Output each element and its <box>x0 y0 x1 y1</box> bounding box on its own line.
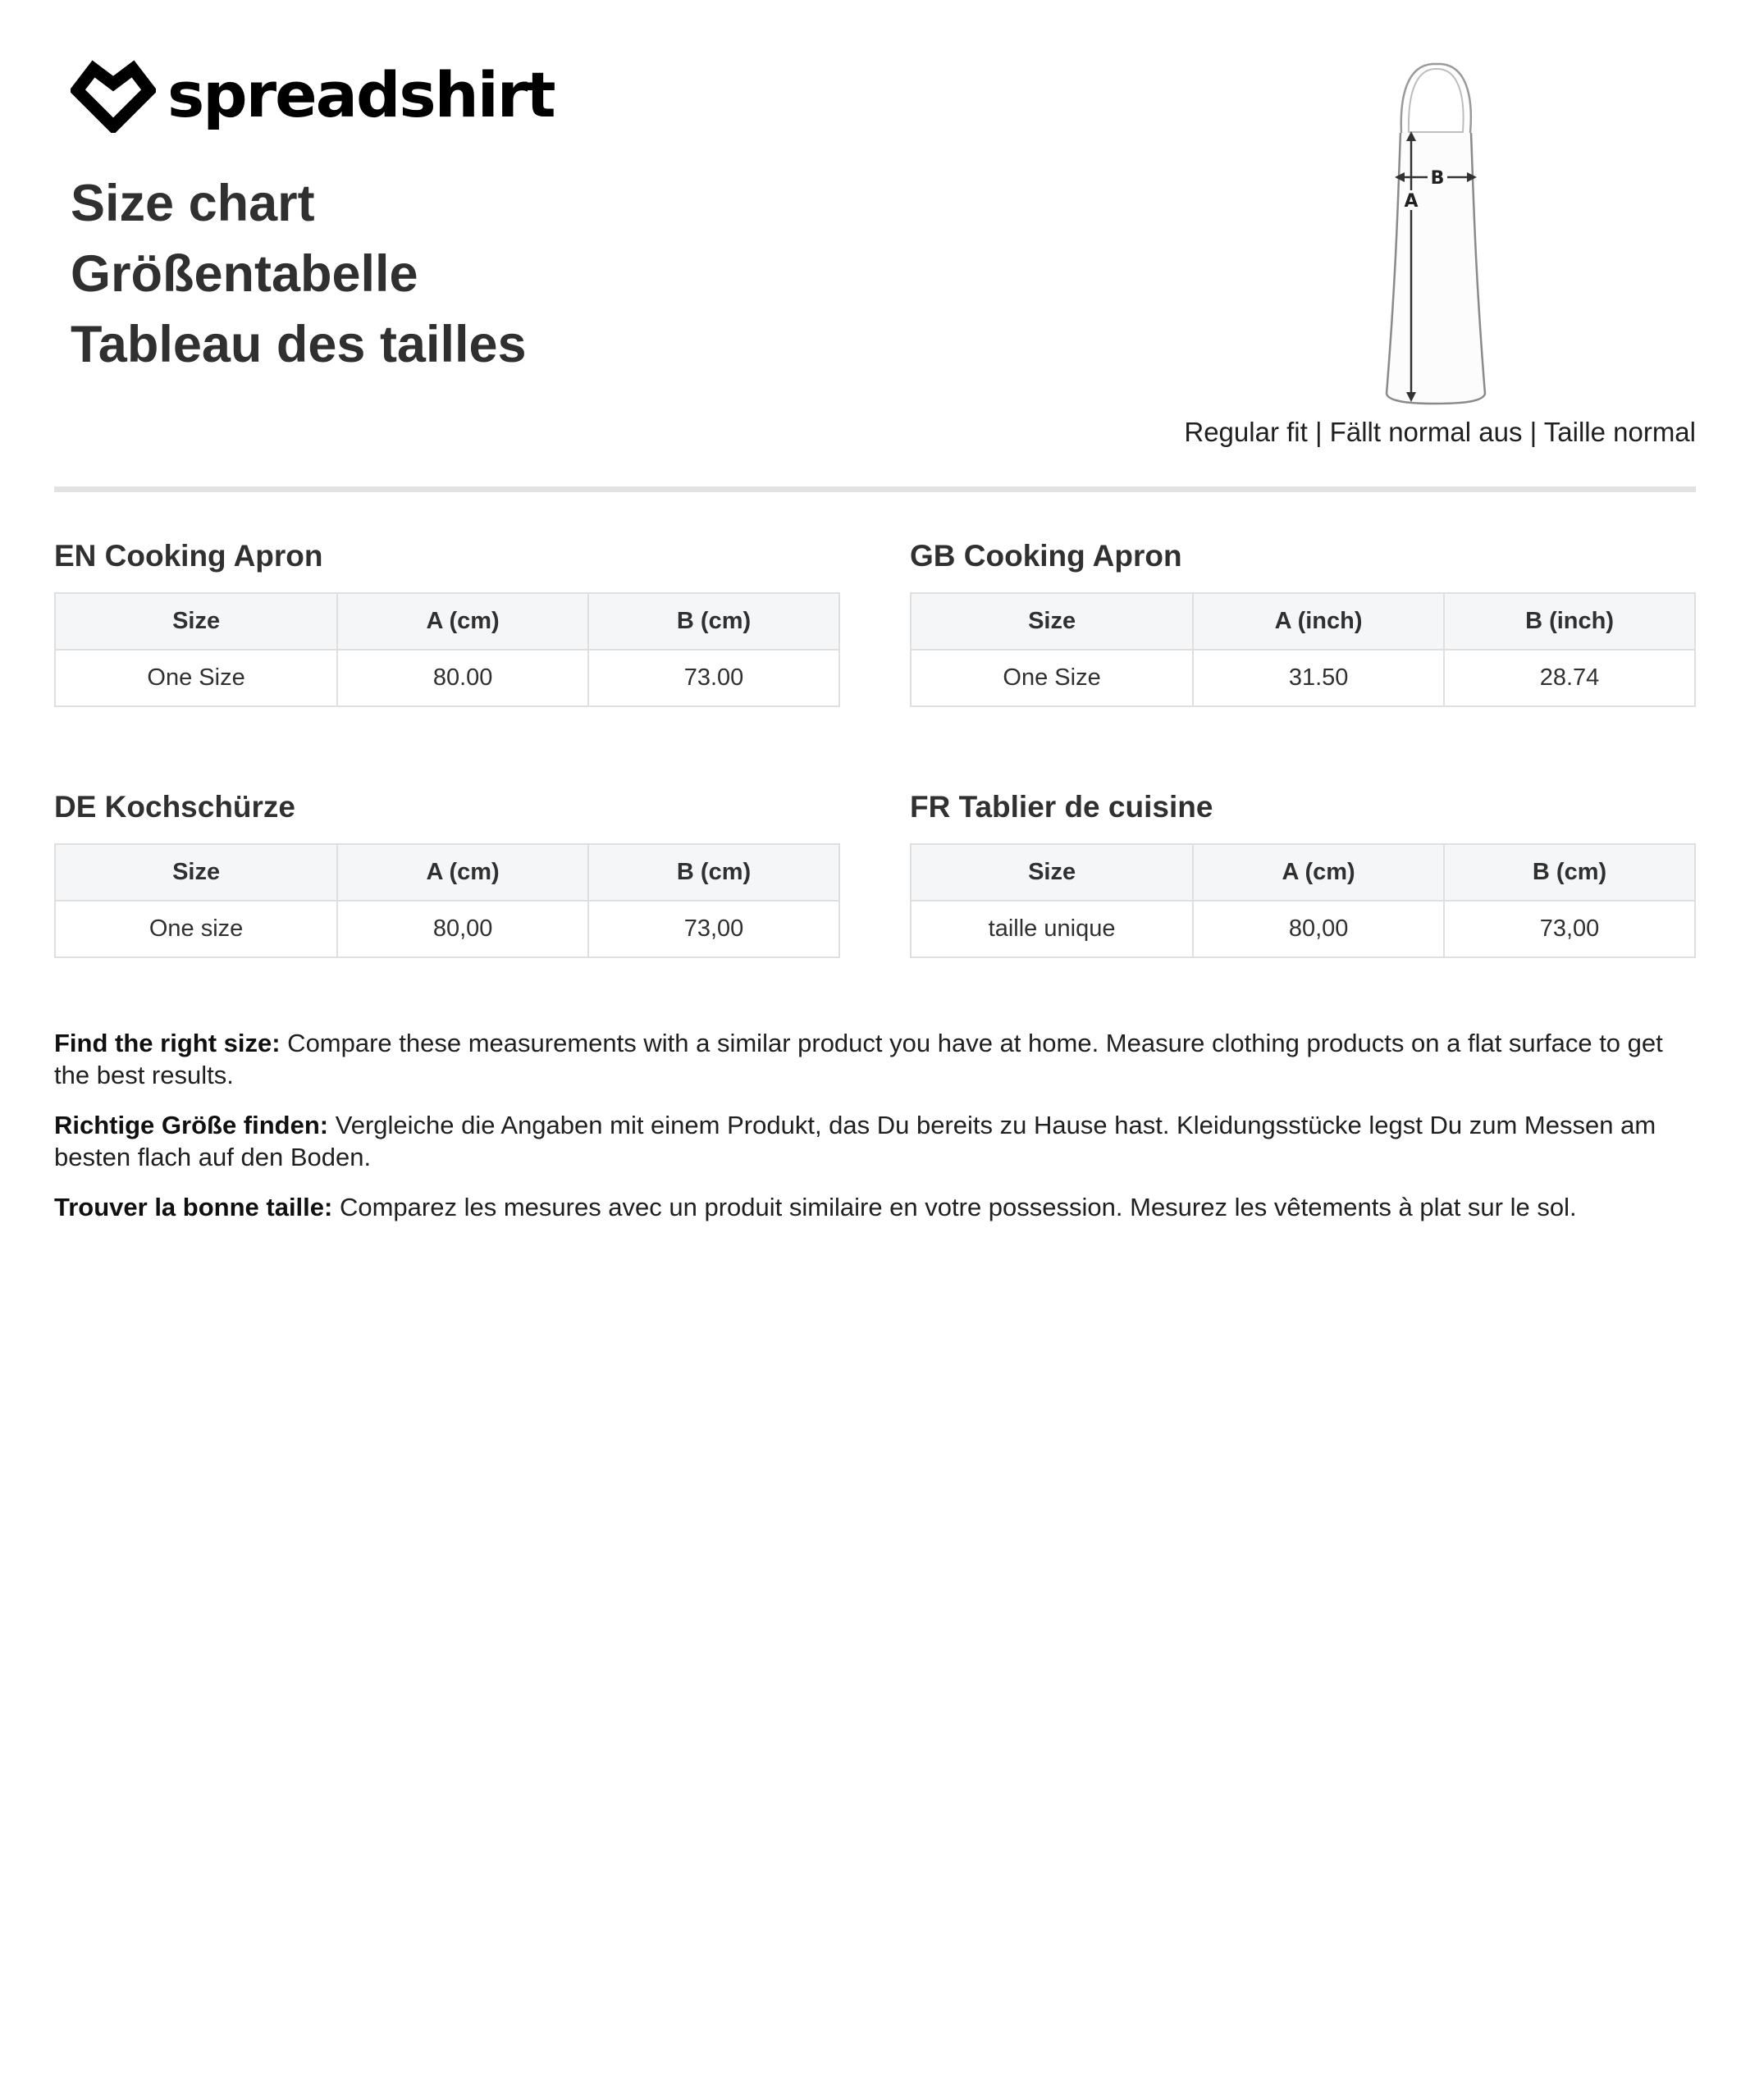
apron-diagram-icon <box>1354 57 1518 418</box>
table-cell: 80.00 <box>337 650 588 706</box>
column-header: Size <box>55 844 337 901</box>
note-text: Vergleiche die Angaben mit einem Produkt, das Du bereits zu Hause hast. Kleidungsstücke legst Du zum Messen am besten flach auf den Boden. <box>54 1111 1656 1171</box>
table-header-row <box>911 844 1695 901</box>
column-header: A (inch) <box>1193 593 1444 650</box>
size-table <box>54 843 840 958</box>
column-header: Size <box>911 844 1193 901</box>
note-label: Find the right size: <box>54 1029 281 1057</box>
section-title: EN Cooking Apron <box>54 539 323 573</box>
size-section-en <box>54 536 840 691</box>
column-header: B (cm) <box>588 593 839 650</box>
fit-description: Regular fit | Fällt normal aus | Taille normal <box>1184 417 1696 447</box>
column-header: Size <box>911 593 1193 650</box>
table-row <box>55 650 839 706</box>
table-cell: One size <box>55 901 337 957</box>
table-cell: 73,00 <box>588 901 839 957</box>
size-table <box>910 592 1696 707</box>
title-de: Größentabelle <box>71 245 418 303</box>
note-en <box>54 1027 1703 1091</box>
table-cell: 73,00 <box>1444 901 1695 957</box>
measurement-notes <box>54 1027 1703 1241</box>
column-header: B (inch) <box>1444 593 1695 650</box>
size-section-gb <box>910 536 1696 691</box>
page-titles <box>71 168 527 380</box>
table-header-row <box>55 593 839 650</box>
heart-diamond-logo-icon <box>71 57 156 133</box>
table-cell: 31.50 <box>1193 650 1444 706</box>
table-cell: 73.00 <box>588 650 839 706</box>
table-cell: 80,00 <box>337 901 588 957</box>
column-header: B (cm) <box>1444 844 1695 901</box>
title-fr: Tableau des tailles <box>71 316 527 373</box>
column-header: A (cm) <box>337 593 588 650</box>
brand-name: spreadshirt <box>167 58 555 131</box>
table-header-row <box>55 844 839 901</box>
note-fr <box>54 1191 1703 1223</box>
column-header: A (cm) <box>1193 844 1444 901</box>
divider <box>54 486 1696 492</box>
size-section-fr <box>910 788 1696 942</box>
brand-logo <box>71 57 555 133</box>
column-header: B (cm) <box>588 844 839 901</box>
column-header: Size <box>55 593 337 650</box>
note-label: Richtige Größe finden: <box>54 1111 329 1139</box>
title-en: Size chart <box>71 175 315 232</box>
section-title: GB Cooking Apron <box>910 539 1182 573</box>
size-table <box>910 843 1696 958</box>
table-cell: 28.74 <box>1444 650 1695 706</box>
dimension-label-a: A <box>1404 191 1419 212</box>
section-title: FR Tablier de cuisine <box>910 790 1213 824</box>
column-header: A (cm) <box>337 844 588 901</box>
dimension-label-b: B <box>1430 168 1445 189</box>
note-text: Compare these measurements with a similar product you have at home. Measure clothing products on a flat surface to get the best results. <box>54 1029 1663 1089</box>
table-row <box>911 901 1695 957</box>
table-cell: taille unique <box>911 901 1193 957</box>
section-title: DE Kochschürze <box>54 790 296 824</box>
note-text: Comparez les mesures avec un produit similaire en votre possession. Mesurez les vêtements à plat sur le sol. <box>332 1193 1577 1221</box>
table-cell: One Size <box>55 650 337 706</box>
size-table <box>54 592 840 707</box>
table-row <box>55 901 839 957</box>
size-section-de <box>54 788 840 942</box>
table-header-row <box>911 593 1695 650</box>
note-label: Trouver la bonne taille: <box>54 1193 333 1221</box>
note-de <box>54 1109 1703 1173</box>
table-row <box>911 650 1695 706</box>
table-cell: 80,00 <box>1193 901 1444 957</box>
table-cell: One Size <box>911 650 1193 706</box>
